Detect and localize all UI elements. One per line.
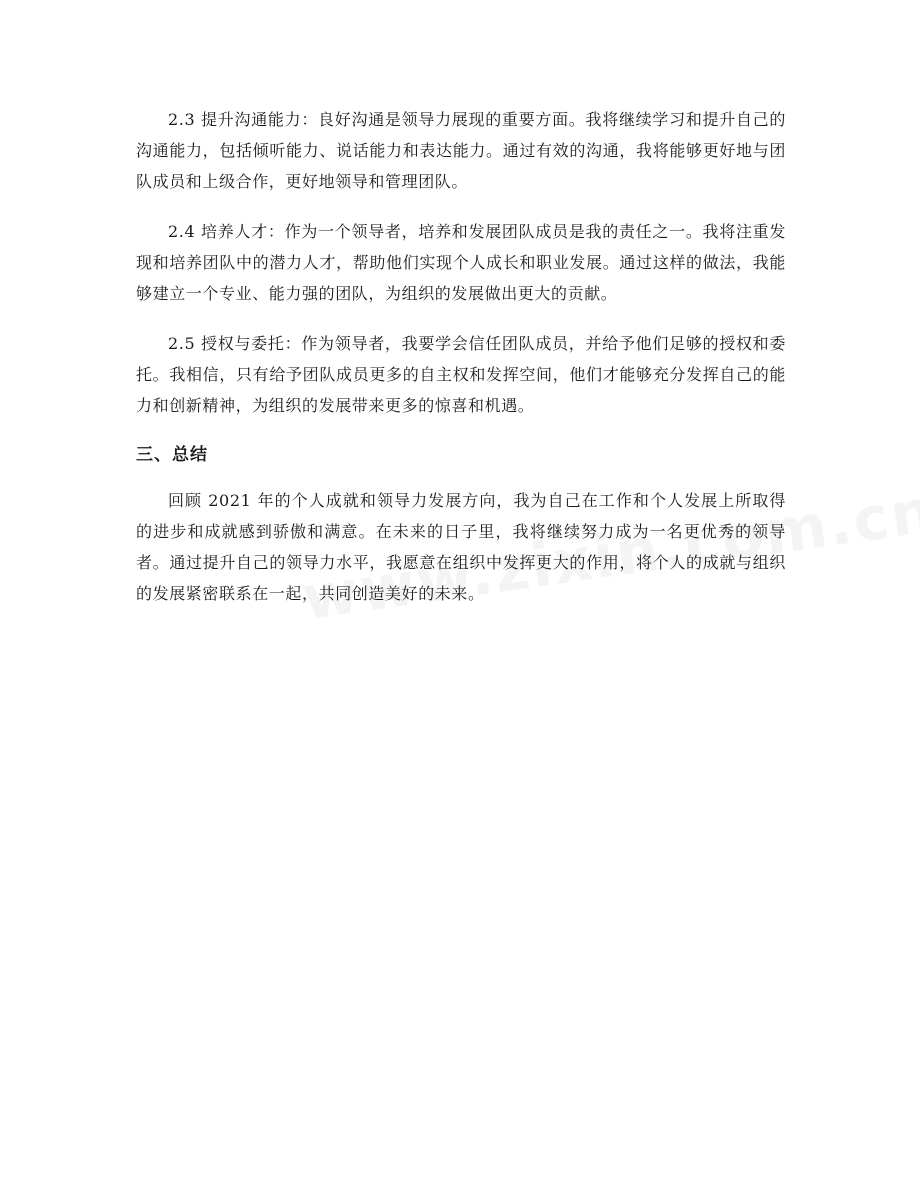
paragraph-2-5: 2.5 授权与委托：作为领导者，我要学会信任团队成员，并给予他们足够的授权和委托。我相信，只有给予团队成员更多的自主权和发挥空间，他们才能够充分发挥自己的能力和创新精神，为组织的发展带来更多的惊喜和机遇。: [136, 334, 786, 415]
paragraph-2-3: 2.3 提升沟通能力：良好沟通是领导力展现的重要方面。我将继续学习和提升自己的沟通能力，包括倾听能力、说话能力和表达能力。通过有效的沟通，我将能够更好地与团队成员和上级合作，更好地领导和管理团队。: [136, 110, 786, 191]
paragraph-conclusion: 回顾 2021 年的个人成就和领导力发展方向，我为自己在工作和个人发展上所取得的进步和成就感到骄傲和满意。在未来的日子里，我将继续努力成为一名更优秀的领导者。通过提升自己的领导力水平，我愿意在组织中发挥更大的作用，将个人的成就与组织的发展紧密联系在一起，共同创造美好的未来。: [136, 491, 786, 603]
document-body: [136, 104, 786, 628]
section-heading-summary: 三、总结: [136, 445, 208, 465]
paragraph-2-4: 2.4 培养人才：作为一个领导者，培养和发展团队成员是我的责任之一。我将注重发现和培养团队中的潜力人才，帮助他们实现个人成长和职业发展。通过这样的做法，我能够建立一个专业、能力强的团队，为组织的发展做出更大的贡献。: [136, 222, 786, 303]
